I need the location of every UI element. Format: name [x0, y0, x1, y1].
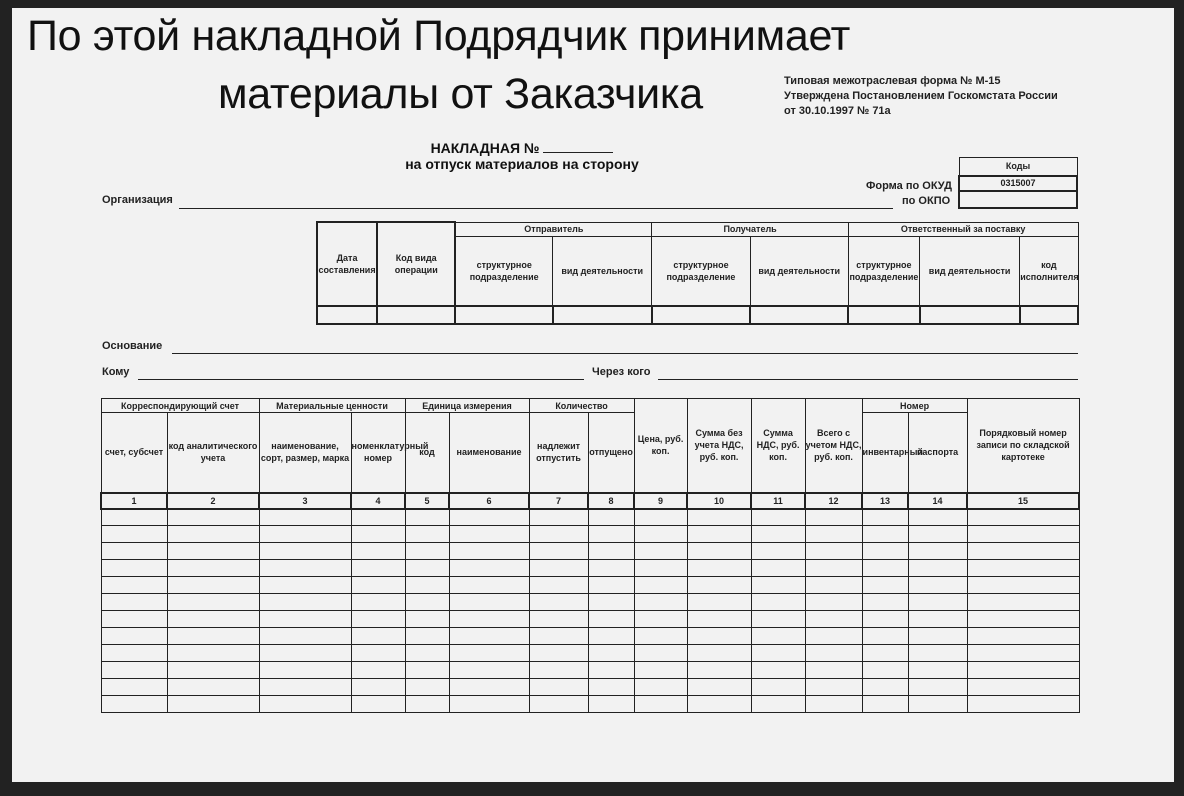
table-cell[interactable] [751, 645, 805, 662]
through-field[interactable] [658, 379, 1078, 380]
column-number-3: 3 [259, 493, 351, 509]
table-cell[interactable] [259, 645, 351, 662]
table-row [101, 543, 1079, 560]
table-cell[interactable] [101, 679, 167, 696]
table-cell[interactable] [259, 577, 351, 594]
table-cell[interactable] [967, 696, 1079, 713]
table-cell[interactable] [101, 526, 167, 543]
table-row [101, 577, 1079, 594]
executor-code-cell[interactable] [1020, 306, 1078, 324]
form-note-line-2: Утверждена Постановлением Госкомстата России [784, 90, 1058, 102]
table-cell[interactable] [908, 543, 967, 560]
table-cell[interactable] [101, 611, 167, 628]
table-row [101, 611, 1079, 628]
table-row [101, 696, 1079, 713]
table-cell[interactable] [101, 509, 167, 526]
codes-header: Коды [959, 158, 1077, 176]
table-cell[interactable] [351, 662, 405, 679]
table-cell[interactable] [351, 628, 405, 645]
table-row [101, 526, 1079, 543]
table-cell[interactable] [529, 679, 588, 696]
table-cell[interactable] [687, 577, 751, 594]
sender-activity-header: вид деятельности [553, 236, 652, 306]
table-cell[interactable] [751, 679, 805, 696]
table-cell[interactable] [634, 594, 687, 611]
table-cell[interactable] [634, 679, 687, 696]
table-cell[interactable] [805, 577, 862, 594]
table-cell[interactable] [351, 645, 405, 662]
table-cell[interactable] [167, 543, 259, 560]
column-number-5: 5 [405, 493, 449, 509]
table-cell[interactable] [687, 509, 751, 526]
table-cell[interactable] [529, 577, 588, 594]
table-cell[interactable] [967, 662, 1079, 679]
codes-table [958, 157, 1078, 209]
table-row [101, 594, 1079, 611]
table-cell[interactable] [259, 509, 351, 526]
table-cell[interactable] [634, 577, 687, 594]
basis-label: Основание [102, 340, 163, 352]
table-cell[interactable] [908, 594, 967, 611]
table-cell[interactable] [449, 509, 529, 526]
to-whom-field[interactable] [138, 379, 584, 380]
table-cell[interactable] [687, 526, 751, 543]
table-cell[interactable] [405, 696, 449, 713]
table-cell[interactable] [634, 628, 687, 645]
table-cell[interactable] [405, 560, 449, 577]
table-cell[interactable] [967, 577, 1079, 594]
column-number-14: 14 [908, 493, 967, 509]
table-cell[interactable] [259, 628, 351, 645]
table-cell[interactable] [449, 560, 529, 577]
table-cell[interactable] [259, 543, 351, 560]
table-cell[interactable] [529, 509, 588, 526]
table-cell[interactable] [862, 662, 908, 679]
table-cell[interactable] [101, 543, 167, 560]
table-cell[interactable] [405, 611, 449, 628]
sender-unit-cell[interactable] [455, 306, 552, 324]
invoice-number-field[interactable] [543, 152, 613, 153]
table-cell[interactable] [167, 560, 259, 577]
table-cell[interactable] [529, 696, 588, 713]
responsible-activity-cell[interactable] [920, 306, 1020, 324]
table-cell[interactable] [805, 645, 862, 662]
price-header: Цена, руб. коп. [634, 399, 687, 493]
table-cell[interactable] [101, 662, 167, 679]
table-cell[interactable] [908, 645, 967, 662]
sum-no-vat-header: Сумма без учета НДС, руб. коп. [687, 399, 751, 493]
table-cell[interactable] [588, 560, 634, 577]
sender-unit-header: структурное подразделение [455, 236, 552, 306]
table-cell[interactable] [449, 645, 529, 662]
column-number-2: 2 [167, 493, 259, 509]
table-cell[interactable] [862, 526, 908, 543]
table-cell[interactable] [449, 696, 529, 713]
table-cell[interactable] [259, 526, 351, 543]
table-cell[interactable] [687, 560, 751, 577]
table-cell[interactable] [967, 509, 1079, 526]
table-cell[interactable] [405, 662, 449, 679]
table-cell[interactable] [687, 696, 751, 713]
table-cell[interactable] [405, 577, 449, 594]
form-note-line-1: Типовая межотраслевая форма № М-15 [784, 75, 1001, 87]
organization-label: Организация [102, 194, 173, 206]
table-cell[interactable] [588, 509, 634, 526]
table-cell[interactable] [588, 577, 634, 594]
table-cell[interactable] [405, 543, 449, 560]
headline-line-2: материалы от Заказчика [218, 70, 703, 118]
material-header: Материальные ценности [259, 399, 405, 413]
table-cell[interactable] [449, 679, 529, 696]
table-cell[interactable] [167, 594, 259, 611]
table-cell[interactable] [588, 679, 634, 696]
column-number-4: 4 [351, 493, 405, 509]
table-cell[interactable] [101, 594, 167, 611]
table-cell[interactable] [405, 645, 449, 662]
table-cell[interactable] [529, 628, 588, 645]
table-cell[interactable] [805, 509, 862, 526]
table-cell[interactable] [908, 696, 967, 713]
responsible-header: Ответственный за поставку [848, 222, 1078, 236]
table-cell[interactable] [805, 628, 862, 645]
table-cell[interactable] [351, 526, 405, 543]
invoice-number-label: НАКЛАДНАЯ № [430, 140, 540, 156]
table-cell[interactable] [529, 645, 588, 662]
table-cell[interactable] [862, 679, 908, 696]
table-cell[interactable] [751, 662, 805, 679]
table-cell[interactable] [908, 628, 967, 645]
table-cell[interactable] [167, 662, 259, 679]
table-cell[interactable] [588, 662, 634, 679]
table-row [101, 679, 1079, 696]
receiver-unit-header: структурное подразделение [652, 236, 750, 306]
receiver-activity-cell[interactable] [750, 306, 848, 324]
receiver-unit-cell[interactable] [652, 306, 750, 324]
column-number-12: 12 [805, 493, 862, 509]
column-number-8: 8 [588, 493, 634, 509]
table-cell[interactable] [529, 543, 588, 560]
table-cell[interactable] [351, 594, 405, 611]
table-cell[interactable] [751, 577, 805, 594]
table-cell[interactable] [259, 662, 351, 679]
document-subtitle: на отпуск материалов на сторону [405, 156, 639, 172]
unit-header: Единица измерения [405, 399, 529, 413]
document-title-number [352, 140, 692, 156]
unit-code-header: код [405, 413, 449, 493]
table-cell[interactable] [862, 560, 908, 577]
table-cell[interactable] [751, 509, 805, 526]
table-cell[interactable] [967, 628, 1079, 645]
table-cell[interactable] [351, 696, 405, 713]
table-cell[interactable] [908, 526, 967, 543]
table-cell[interactable] [751, 526, 805, 543]
responsible-activity-header: вид деятельности [920, 236, 1020, 306]
table-cell[interactable] [449, 543, 529, 560]
account-subaccount-header: счет, субсчет [101, 413, 167, 493]
table-cell[interactable] [588, 543, 634, 560]
table-cell[interactable] [908, 577, 967, 594]
table-cell[interactable] [805, 662, 862, 679]
headline-line-1: По этой накладной Подрядчик принимает [27, 12, 851, 60]
table-cell[interactable] [351, 543, 405, 560]
to-whom-label: Кому [102, 366, 130, 378]
table-cell[interactable] [529, 611, 588, 628]
table-cell[interactable] [805, 560, 862, 577]
table-cell[interactable] [167, 679, 259, 696]
table-cell[interactable] [167, 628, 259, 645]
column-number-10: 10 [687, 493, 751, 509]
table-cell[interactable] [101, 628, 167, 645]
table-cell[interactable] [687, 679, 751, 696]
table-cell[interactable] [449, 628, 529, 645]
table-cell[interactable] [862, 696, 908, 713]
table-cell[interactable] [405, 594, 449, 611]
table-cell[interactable] [967, 560, 1079, 577]
op-code-cell[interactable] [377, 306, 455, 324]
table-cell[interactable] [751, 560, 805, 577]
receiver-activity-header: вид деятельности [750, 236, 848, 306]
table-cell[interactable] [967, 526, 1079, 543]
responsible-unit-cell[interactable] [848, 306, 919, 324]
table-cell[interactable] [862, 594, 908, 611]
receiver-header: Получатель [652, 222, 849, 236]
column-numbers-row [101, 493, 1079, 509]
corr-account-header: Корреспондирующий счет [101, 399, 259, 413]
table-cell[interactable] [167, 577, 259, 594]
table-cell[interactable] [167, 645, 259, 662]
table-cell[interactable] [751, 628, 805, 645]
table-row [101, 628, 1079, 645]
table-cell[interactable] [449, 611, 529, 628]
table-cell[interactable] [967, 594, 1079, 611]
document-title [352, 140, 692, 172]
table-cell[interactable] [908, 662, 967, 679]
table-cell[interactable] [529, 594, 588, 611]
number-header: Номер [862, 399, 967, 413]
table-cell[interactable] [687, 628, 751, 645]
table-cell[interactable] [167, 611, 259, 628]
table-cell[interactable] [529, 560, 588, 577]
table-row [101, 645, 1079, 662]
table-cell[interactable] [751, 611, 805, 628]
table-cell[interactable] [908, 679, 967, 696]
col-op-code-header: Код вида операции [377, 222, 455, 306]
to-release-header: надлежит отпустить [529, 413, 588, 493]
column-number-11: 11 [751, 493, 805, 509]
table-cell[interactable] [634, 543, 687, 560]
table-cell[interactable] [449, 577, 529, 594]
table-cell[interactable] [862, 577, 908, 594]
date-cell[interactable] [317, 306, 377, 324]
table-cell[interactable] [967, 543, 1079, 560]
table-cell[interactable] [405, 679, 449, 696]
table-cell[interactable] [167, 526, 259, 543]
table-cell[interactable] [908, 560, 967, 577]
table-cell[interactable] [405, 628, 449, 645]
table-cell[interactable] [967, 645, 1079, 662]
table-cell[interactable] [449, 594, 529, 611]
executor-code-header: код исполнителя [1020, 236, 1078, 306]
table-cell[interactable] [449, 662, 529, 679]
nomenclature-number-header: номенклатурный номер [351, 413, 405, 493]
document-page [12, 8, 1174, 782]
table-cell[interactable] [805, 594, 862, 611]
table-cell[interactable] [588, 611, 634, 628]
table-cell[interactable] [351, 577, 405, 594]
table-cell[interactable] [967, 679, 1079, 696]
table-cell[interactable] [101, 645, 167, 662]
table-cell[interactable] [634, 645, 687, 662]
table-cell[interactable] [588, 696, 634, 713]
okud-value[interactable]: 0315007 [959, 176, 1077, 191]
okud-label: Форма по ОКУД [866, 180, 952, 192]
table-cell[interactable] [751, 543, 805, 560]
column-number-6: 6 [449, 493, 529, 509]
column-number-13: 13 [862, 493, 908, 509]
table-cell[interactable] [588, 526, 634, 543]
materials-table [100, 398, 1080, 713]
table-cell[interactable] [634, 696, 687, 713]
col-date-header: Дата составления [317, 222, 377, 306]
table-cell[interactable] [351, 560, 405, 577]
vat-sum-header: Сумма НДС, руб. коп. [751, 399, 805, 493]
table-cell[interactable] [634, 560, 687, 577]
table-cell[interactable] [449, 526, 529, 543]
table-cell[interactable] [634, 611, 687, 628]
table-cell[interactable] [908, 509, 967, 526]
table-cell[interactable] [405, 526, 449, 543]
table-cell[interactable] [259, 594, 351, 611]
table-cell[interactable] [588, 594, 634, 611]
table-cell[interactable] [259, 696, 351, 713]
table-cell[interactable] [805, 543, 862, 560]
table-cell[interactable] [351, 679, 405, 696]
table-cell[interactable] [687, 662, 751, 679]
table-row [101, 662, 1079, 679]
quantity-header: Количество [529, 399, 634, 413]
table-row [101, 560, 1079, 577]
table-cell[interactable] [101, 577, 167, 594]
form-note-line-3: от 30.10.1997 № 71а [784, 105, 891, 117]
table-cell[interactable] [751, 696, 805, 713]
okpo-value[interactable] [959, 191, 1077, 208]
analytics-code-header: код аналитического учета [167, 413, 259, 493]
sender-header: Отправитель [455, 222, 652, 236]
table-cell[interactable] [634, 526, 687, 543]
table-cell[interactable] [805, 611, 862, 628]
okpo-label: по ОКПО [902, 195, 951, 207]
table-cell[interactable] [805, 696, 862, 713]
inventory-number-header: инвентарный [862, 413, 908, 493]
table-cell[interactable] [687, 543, 751, 560]
table-cell[interactable] [101, 696, 167, 713]
passport-number-header: паспорта [908, 413, 967, 493]
table-cell[interactable] [908, 611, 967, 628]
table-cell[interactable] [751, 594, 805, 611]
column-number-15: 15 [967, 493, 1079, 509]
table-cell[interactable] [351, 611, 405, 628]
table-cell[interactable] [259, 560, 351, 577]
responsible-unit-header: структурное подразделение [848, 236, 919, 306]
table-cell[interactable] [259, 611, 351, 628]
table-cell[interactable] [588, 628, 634, 645]
table-cell[interactable] [687, 611, 751, 628]
table-cell[interactable] [259, 679, 351, 696]
column-number-7: 7 [529, 493, 588, 509]
table-cell[interactable] [862, 509, 908, 526]
card-record-header: Порядковый номер записи по складской картотеке [967, 399, 1079, 493]
table-cell[interactable] [634, 509, 687, 526]
table-cell[interactable] [967, 611, 1079, 628]
table-cell[interactable] [529, 662, 588, 679]
table-cell[interactable] [805, 679, 862, 696]
table-cell[interactable] [167, 696, 259, 713]
unit-name-header: наименование [449, 413, 529, 493]
sender-activity-cell[interactable] [553, 306, 652, 324]
table-cell[interactable] [529, 526, 588, 543]
table-cell[interactable] [805, 526, 862, 543]
basis-field[interactable] [172, 353, 1078, 354]
table-cell[interactable] [634, 662, 687, 679]
table-cell[interactable] [351, 509, 405, 526]
table-cell[interactable] [405, 509, 449, 526]
table-cell[interactable] [862, 543, 908, 560]
column-number-1: 1 [101, 493, 167, 509]
table-cell[interactable] [862, 628, 908, 645]
table-cell[interactable] [101, 560, 167, 577]
material-name-header: наименование, сорт, размер, марка [259, 413, 351, 493]
through-label: Через кого [592, 366, 651, 378]
table-cell[interactable] [862, 645, 908, 662]
column-number-9: 9 [634, 493, 687, 509]
released-header: отпущено [588, 413, 634, 493]
total-with-vat-header: Всего с учетом НДС, руб. коп. [805, 399, 862, 493]
organization-field[interactable] [179, 208, 893, 209]
operation-table [316, 221, 1079, 325]
table-cell[interactable] [687, 645, 751, 662]
table-cell[interactable] [588, 645, 634, 662]
table-row [101, 509, 1079, 526]
table-cell[interactable] [862, 611, 908, 628]
form-approval-note [784, 74, 1058, 119]
table-cell[interactable] [167, 509, 259, 526]
table-cell[interactable] [687, 594, 751, 611]
